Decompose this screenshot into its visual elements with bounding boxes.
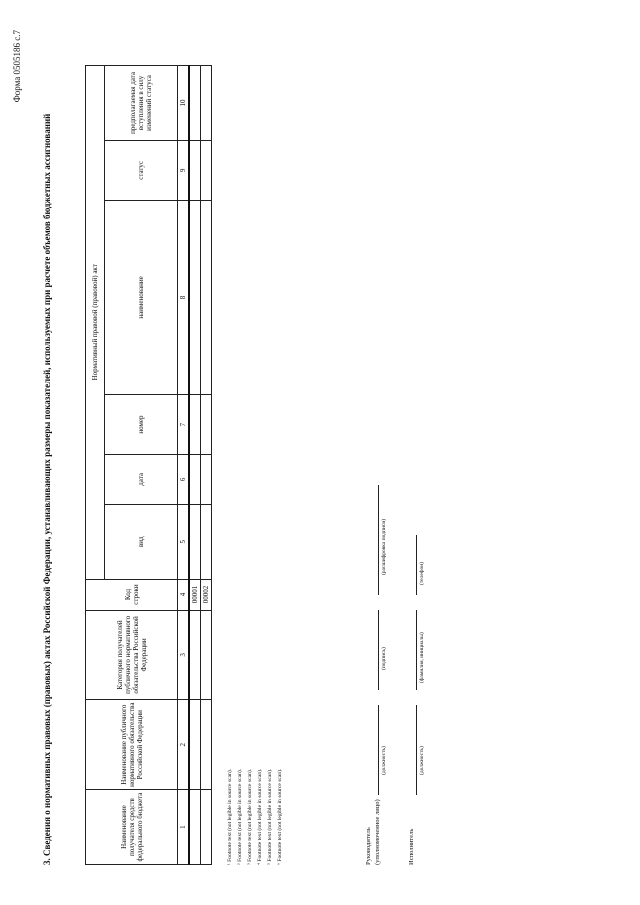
normative-acts-table (85, 65, 212, 865)
caption-position: (должность) (381, 746, 387, 775)
caption-position: (должность) (419, 746, 425, 775)
col-number: 7 (178, 395, 190, 455)
table-row (189, 66, 201, 865)
col-number: 6 (178, 454, 190, 504)
col-number: 9 (178, 140, 190, 200)
signature-line (378, 705, 379, 795)
col-number: 10 (178, 66, 190, 141)
signature-line (416, 610, 417, 690)
header-name: наименование (105, 200, 178, 394)
col-number: 1 (178, 790, 190, 865)
header-status: статус (105, 140, 178, 200)
head-sub-label: (уполномоченное лицо) (374, 799, 381, 865)
header-recipient: Наименование получателя средств федерального бюджета (86, 790, 178, 865)
form-code: Форма 0505186 с.7 (12, 30, 22, 103)
row-code: 00002 (201, 579, 212, 610)
table-row (201, 66, 212, 865)
header-category: Категория получателей публичного нормативного обязательства Российской Федерации (86, 610, 178, 700)
signature-line (416, 535, 417, 595)
header-number: номер (105, 395, 178, 455)
col-number: 8 (178, 200, 190, 394)
col-number: 3 (178, 610, 190, 700)
caption-decoding: (расшифровка подписи) (381, 518, 387, 575)
signature-line (378, 485, 379, 595)
footnote: ¹ Footnote text (not legible in source scan). (227, 768, 233, 865)
executor-label: Исполнитель (408, 828, 415, 865)
head-label: Руководитель (365, 827, 372, 865)
header-row-code: Код строки (86, 579, 178, 610)
header-obligation: Наименование публичного нормативного обязательства Российской Федерации (86, 700, 178, 790)
signature-line (416, 705, 417, 795)
header-date: дата (105, 454, 178, 504)
footnote: ⁵ Footnote text (not legible in source scan). (267, 768, 273, 865)
footnote: ⁴ Footnote text (not legible in source scan). (257, 768, 263, 865)
caption-signature: (подпись) (381, 647, 387, 670)
caption-phone: (телефон) (419, 561, 425, 585)
footnote: ² Footnote text (not legible in source scan). (237, 768, 243, 865)
signature-line (378, 610, 379, 690)
col-number: 5 (178, 504, 190, 579)
header-status-date: предполагаемая дата вступления в силу изменений статуса (105, 66, 178, 141)
col-number: 4 (178, 579, 190, 610)
footnote: ³ Footnote text (not legible in source scan). (247, 768, 253, 865)
caption-fio: (фамилия, инициалы) (419, 632, 425, 683)
row-code: 00001 (189, 579, 201, 610)
section-title: 3. Сведения о нормативных правовых (правовых) актах Российской Федерации, устанавливающих размеры показателей, используемых при расчете объемов бюджетных ассигнований (42, 113, 52, 865)
header-act-group: Нормативный правовой (правовой) акт (86, 66, 105, 580)
header-kind: вид (105, 504, 178, 579)
footnote: ⁶ Footnote text (not legible in source scan). (277, 768, 283, 865)
col-number: 2 (178, 700, 190, 790)
